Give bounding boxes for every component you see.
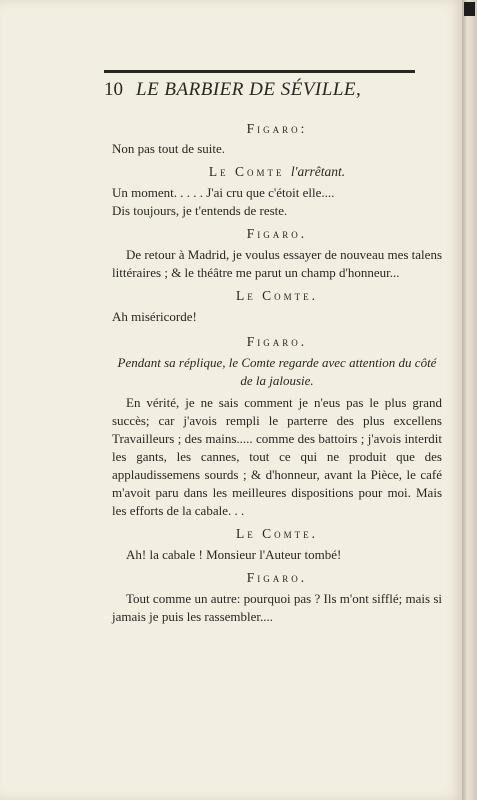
speaker-heading: Le Comte. <box>236 526 318 541</box>
speaker-heading: Figaro. <box>246 226 308 241</box>
page-number: 10 <box>104 79 123 100</box>
speaker-heading: Figaro. <box>246 334 308 349</box>
dialogue-line: Dis toujours, je t'entends de reste. <box>112 203 288 218</box>
dialogue-line: Un moment. . . . . J'ai cru que c'étoit elle.... <box>112 185 335 200</box>
speaker-heading: Figaro: <box>246 121 308 136</box>
speaker-heading: Figaro. <box>246 570 308 585</box>
header-rule <box>104 70 415 73</box>
speaker-heading: Le Comte. <box>236 288 318 303</box>
book-edge <box>462 0 477 800</box>
dialogue-paragraph: En vérité, je ne sais comment je n'eus pas le plus grand succès; car j'avois rempli le parterre des plus excellens Travailleurs ; des mains..... comme des battoirs ; j'avois interdit les gants, les cannes, tout ce qui ne produit que des applaudissemens sourds ; & d'honneur, avant la Pièce, le café m'avoit paru dans les meilleures dispositions pour moi. Mais les efforts de la cabale. . . <box>112 395 442 518</box>
stage-direction: Pendant sa réplique, le Comte regarde avec attention du côté de la jalousie. <box>117 355 437 388</box>
page-header <box>104 78 415 104</box>
running-title: LE BARBIER DE SÉVILLE, <box>136 79 362 100</box>
dialogue-paragraph: De retour à Madrid, je voulus essayer de nouveau mes talens littéraires ; & le théâtre me parut un champ d'honneur... <box>112 247 442 280</box>
dialogue-line: Non pas tout de suite. <box>112 141 226 156</box>
stage-direction: l'arrêtant. <box>290 164 346 179</box>
edge-tab <box>464 2 475 16</box>
speaker-heading: Le Comte l'arrêtant. <box>208 164 346 179</box>
play-text <box>112 118 442 626</box>
dialogue-line: Ah! la cabale ! Monsieur l'Auteur tombé! <box>126 547 342 562</box>
dialogue-line: Ah miséricorde! <box>112 309 197 324</box>
dialogue-paragraph: Tout comme un autre: pourquoi pas ? Ils m'ont sifflé; mais si jamais je puis les rassembler.... <box>112 591 442 624</box>
